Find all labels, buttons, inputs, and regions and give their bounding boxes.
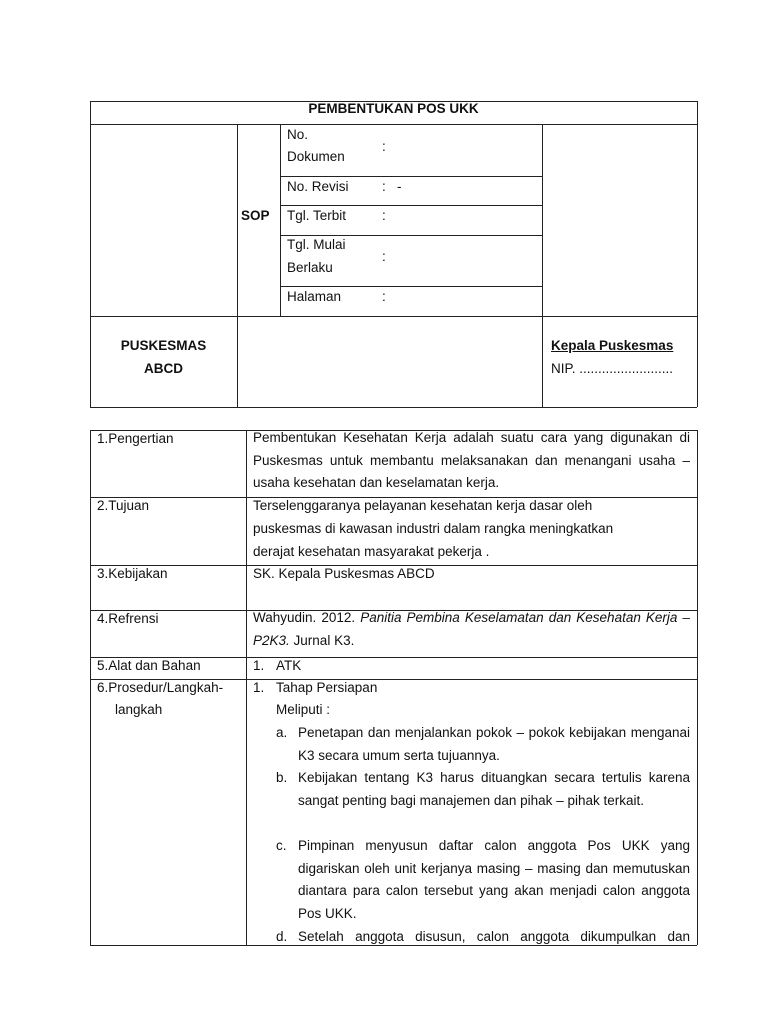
row-label: 4.Refrensi [97, 611, 159, 626]
list-number: 1. [253, 680, 265, 695]
row-label: 2.Tujuan [97, 498, 150, 513]
row-label: 5.Alat dan Bahan [97, 658, 201, 673]
signatory-title: Kepala Puskesmas [551, 338, 674, 353]
field-label: Dokumen [287, 149, 345, 164]
field-label: No. Revisi [287, 179, 349, 194]
list-item-text: Setelah anggota disusun, calon anggota dikumpulkan dan [298, 929, 690, 944]
list-item-text: Kebijakan tentang K3 harus dituangkan secara tertulis karena sangat penting bagi manajemen dan pihak – pihak terkait. [298, 770, 690, 808]
list-letter: d. [276, 929, 288, 944]
organization-name: ABCD [144, 361, 183, 376]
field-value: : [382, 139, 386, 154]
field-label: Halaman [287, 289, 342, 304]
organization-name: PUSKESMAS [120, 338, 207, 353]
list-item-text: Penetapan dan menjalankan pokok – pokok kebijakan menganai K3 secara umum serta tujuannya. [298, 725, 690, 763]
row-text [253, 607, 690, 652]
field-value: : [382, 208, 386, 223]
row-text-line: Terselenggaranya pelayanan kesehatan kerja dasar oleh [253, 498, 593, 513]
field-label: Tgl. Mulai [287, 237, 346, 252]
list-letter: c. [276, 838, 287, 853]
step-title: Tahap Persiapan [276, 680, 378, 695]
reference-journal: Jurnal K3. [293, 632, 355, 648]
sop-label: SOP [241, 208, 270, 223]
row-label: 1.Pengertian [97, 431, 174, 446]
list-number: 1. [253, 658, 265, 673]
row-label: 3.Kebijakan [97, 566, 168, 581]
reference-author: Wahyudin. 2012. [253, 610, 356, 625]
document-title: PEMBENTUKAN POS UKK [308, 101, 479, 116]
field-value: : [382, 249, 386, 264]
list-letter: b. [276, 770, 288, 785]
row-text: Pembentukan Kesehatan Kerja adalah suatu cara yang digunakan di Puskesmas untuk membantu melaksanakan dan menangani usaha – usaha kesehatan dan keselamatan kerja. [253, 430, 690, 490]
row-label: langkah [115, 702, 163, 717]
field-label: Berlaku [287, 260, 333, 275]
list-item: ATK [276, 658, 302, 673]
row-label: 6.Prosedur/Langkah- [97, 680, 224, 695]
row-text: SK. Kepala Puskesmas ABCD [253, 566, 435, 581]
signatory-nip: NIP. ......................... [551, 361, 674, 376]
field-label: No. [287, 127, 309, 142]
row-text-line: puskesmas di kawasan industri dalam rangka meningkatkan [253, 521, 614, 536]
row-text-line: derajat kesehatan masyarakat pekerja . [253, 544, 490, 559]
list-item-text: Pimpinan menyusun daftar calon anggota Pos UKK yang digariskan oleh unit kerjanya masing – masing dan memutuskan diantara para calon tersebut yang akan menjadi calon anggota Pos UKK. [298, 838, 690, 921]
list-letter: a. [276, 725, 288, 740]
field-value: : [382, 289, 386, 304]
field-label: Tgl. Terbit [287, 208, 347, 223]
field-value: : - [382, 179, 402, 194]
reference-title: Panitia Pembina Keselamatan dan Kesehatan Kerja – P2K3. [253, 610, 690, 648]
step-subtitle: Meliputi : [276, 702, 331, 717]
